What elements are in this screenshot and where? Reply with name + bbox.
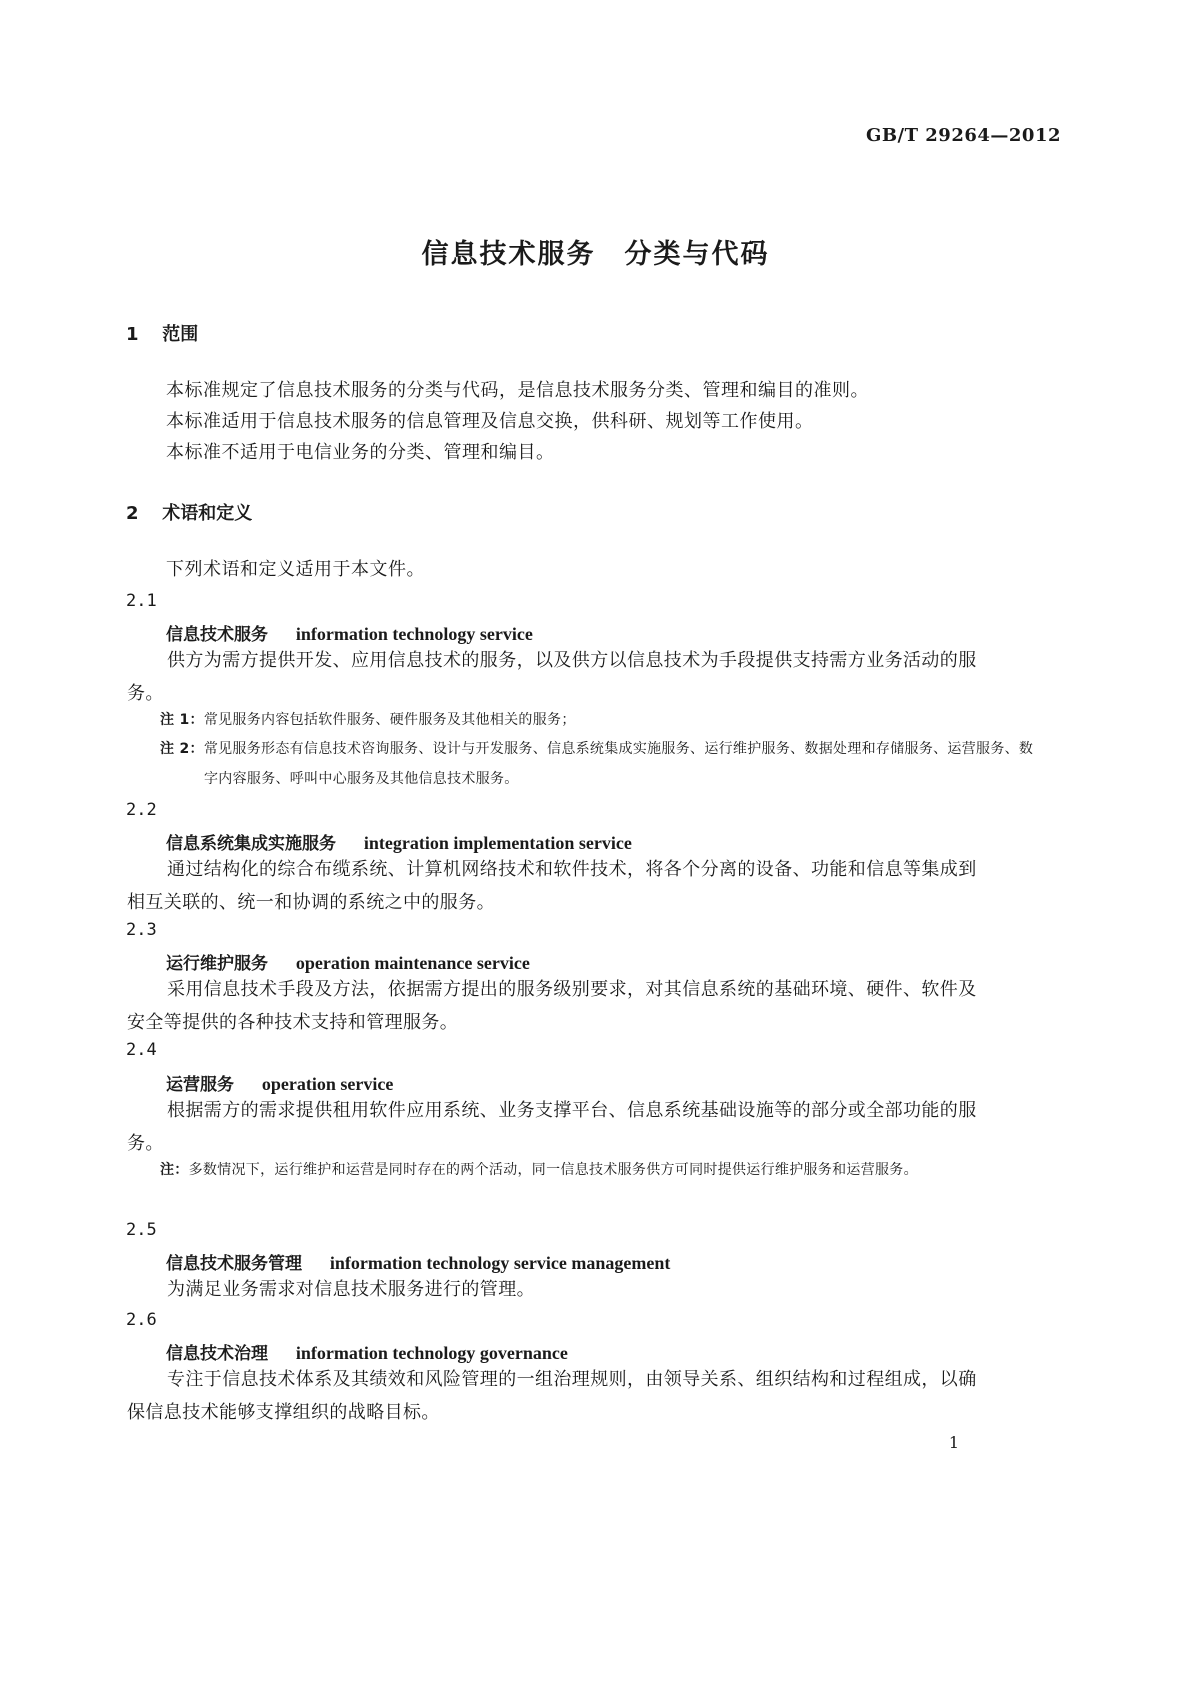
term-number: 2.4 (126, 1040, 157, 1060)
term-number: 2.6 (126, 1310, 157, 1330)
section-2-heading (126, 499, 252, 525)
standard-code: GB/T 29264—2012 (865, 125, 1061, 146)
term-en: information technology governance (295, 1343, 568, 1363)
term-zh: 信息技术服务管理 (166, 1254, 302, 1274)
term-number: 2.5 (126, 1220, 157, 1240)
term-number: 2.3 (126, 920, 157, 940)
term-en: integration implementation service (363, 833, 632, 853)
note-text: 常见服务内容包括软件服务、硬件服务及其他相关的服务； (203, 712, 576, 728)
term-heading (166, 620, 533, 645)
note-text: 多数情况下，运行维护和运营是同时存在的两个活动，同一信息技术服务供方可同时提供运行维护服务和运营服务。 (188, 1162, 918, 1178)
term-en: operation service (261, 1074, 394, 1094)
term-definition: 通过结构化的综合布缆系统、计算机网络技术和软件技术，将各个分离的设备、功能和信息等集成到相互关联的、统一和协调的系统之中的服务。 (127, 859, 977, 913)
paragraph: 本标准适用于信息技术服务的信息管理及信息交换，供科研、规划等工作使用。 (166, 411, 814, 432)
term-definition: 专注于信息技术体系及其绩效和风险管理的一组治理规则，由领导关系、组织结构和过程组成，以确保信息技术能够支撑组织的战略目标。 (127, 1369, 977, 1423)
section-title: 范围 (162, 324, 199, 345)
term-zh: 运行维护服务 (166, 954, 268, 974)
term-zh: 信息技术服务 (166, 625, 268, 645)
term-heading (166, 1070, 393, 1095)
term-heading (166, 1339, 568, 1364)
term-definition: 采用信息技术手段及方法，依据需方提出的服务级别要求，对其信息系统的基础环境、硬件、软件及安全等提供的各种技术支持和管理服务。 (127, 979, 977, 1033)
term-zh: 信息技术治理 (166, 1344, 268, 1364)
term-definition: 为满足业务需求对信息技术服务进行的管理。 (167, 1279, 535, 1300)
section-1-heading (126, 320, 198, 346)
note-text: 常见服务形态有信息技术咨询服务、设计与开发服务、信息系统集成实施服务、运行维护服务、数据处理和存储服务、运营服务、数字内容服务、呼叫中心服务及其他信息技术服务。 (203, 741, 1034, 787)
term-zh: 运营服务 (166, 1075, 234, 1095)
page-number: 1 (948, 1433, 959, 1452)
term-definition: 根据需方的需求提供租用软件应用系统、业务支撑平台、信息系统基础设施等的部分或全部功能的服务。 (127, 1100, 977, 1154)
note-label: 注 1： (160, 712, 204, 728)
term-heading (166, 829, 632, 854)
note (160, 1155, 1020, 1185)
paragraph: 本标准不适用于电信业务的分类、管理和编目。 (166, 442, 555, 463)
term-en: operation maintenance service (295, 953, 530, 973)
section-intro: 下列术语和定义适用于本文件。 (166, 559, 425, 580)
note-label: 注 2： (160, 741, 204, 757)
term-number: 2.2 (126, 800, 157, 820)
term-en: information technology service (295, 624, 533, 644)
term-heading (166, 1249, 670, 1274)
term-en: information technology service management (329, 1253, 671, 1273)
note-label: 注： (160, 1162, 189, 1178)
page-title: 信息技术服务 分类与代码 (421, 239, 770, 270)
note (160, 734, 1034, 794)
paragraph: 本标准规定了信息技术服务的分类与代码，是信息技术服务分类、管理和编目的准则。 (166, 380, 869, 401)
term-number: 2.1 (126, 591, 157, 611)
term-definition: 供方为需方提供开发、应用信息技术的服务，以及供方以信息技术为手段提供支持需方业务活动的服务。 (127, 650, 977, 704)
section-number: 2 (126, 503, 139, 524)
term-heading (166, 949, 530, 974)
note (160, 705, 990, 735)
section-title: 术语和定义 (162, 503, 253, 524)
section-number: 1 (126, 324, 139, 345)
term-zh: 信息系统集成实施服务 (166, 834, 336, 854)
